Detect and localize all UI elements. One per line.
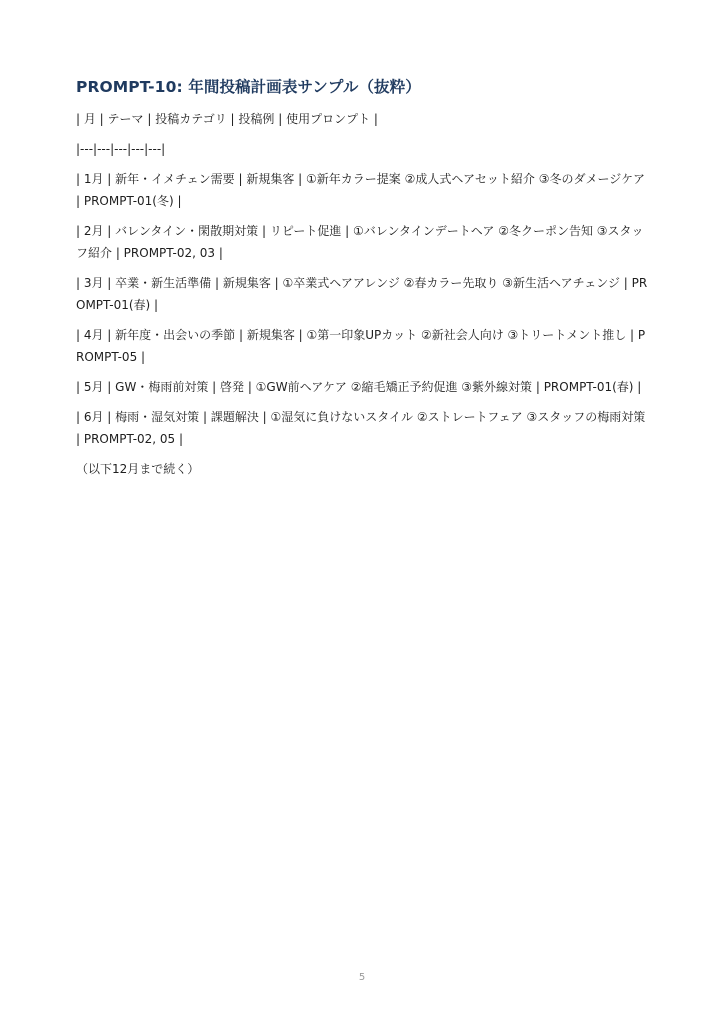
table-row-april: | 4月 | 新年度・出会いの季節 | 新規集客 | ①第一印象UPカット ②新社会人向け ③トリートメント推し | PROMPT-05 | (76, 328, 646, 364)
table-separator-row: |---|---|---|---|---| (76, 142, 166, 156)
table-row-march: | 3月 | 卒業・新生活準備 | 新規集客 | ①卒業式ヘアアレンジ ②春カラー先取り ③新生活ヘアチェンジ | PROMPT-01(春) | (76, 276, 648, 312)
table-header-row: | 月 | テーマ | 投稿カテゴリ | 投稿例 | 使用プロンプト | (76, 112, 378, 126)
markdown-table-text (76, 108, 648, 488)
page-number: 5 (358, 972, 366, 983)
table-row-february: | 2月 | バレンタイン・閑散期対策 | リピート促進 | ①バレンタインデートヘア ②冬クーポン告知 ③スタッフ紹介 | PROMPT-02, 03 | (76, 224, 644, 260)
section-title: PROMPT-10: 年間投稿計画表サンプル（抜粋） (76, 78, 421, 96)
table-row-june: | 6月 | 梅雨・湿気対策 | 課題解決 | ①湿気に負けないスタイル ②ストレートフェア ③スタッフの梅雨対策 | PROMPT-02, 05 | (76, 410, 646, 446)
continuation-note: （以下12月まで続く） (76, 462, 200, 476)
table-row-january: | 1月 | 新年・イメチェン需要 | 新規集客 | ①新年カラー提案 ②成人式ヘアセット紹介 ③冬のダメージケア | PROMPT-01(冬) | (76, 172, 645, 208)
table-row-may: | 5月 | GW・梅雨前対策 | 啓発 | ①GW前ヘアケア ②縮毛矯正予約促進 ③紫外線対策 | PROMPT-01(春) | (76, 380, 642, 394)
